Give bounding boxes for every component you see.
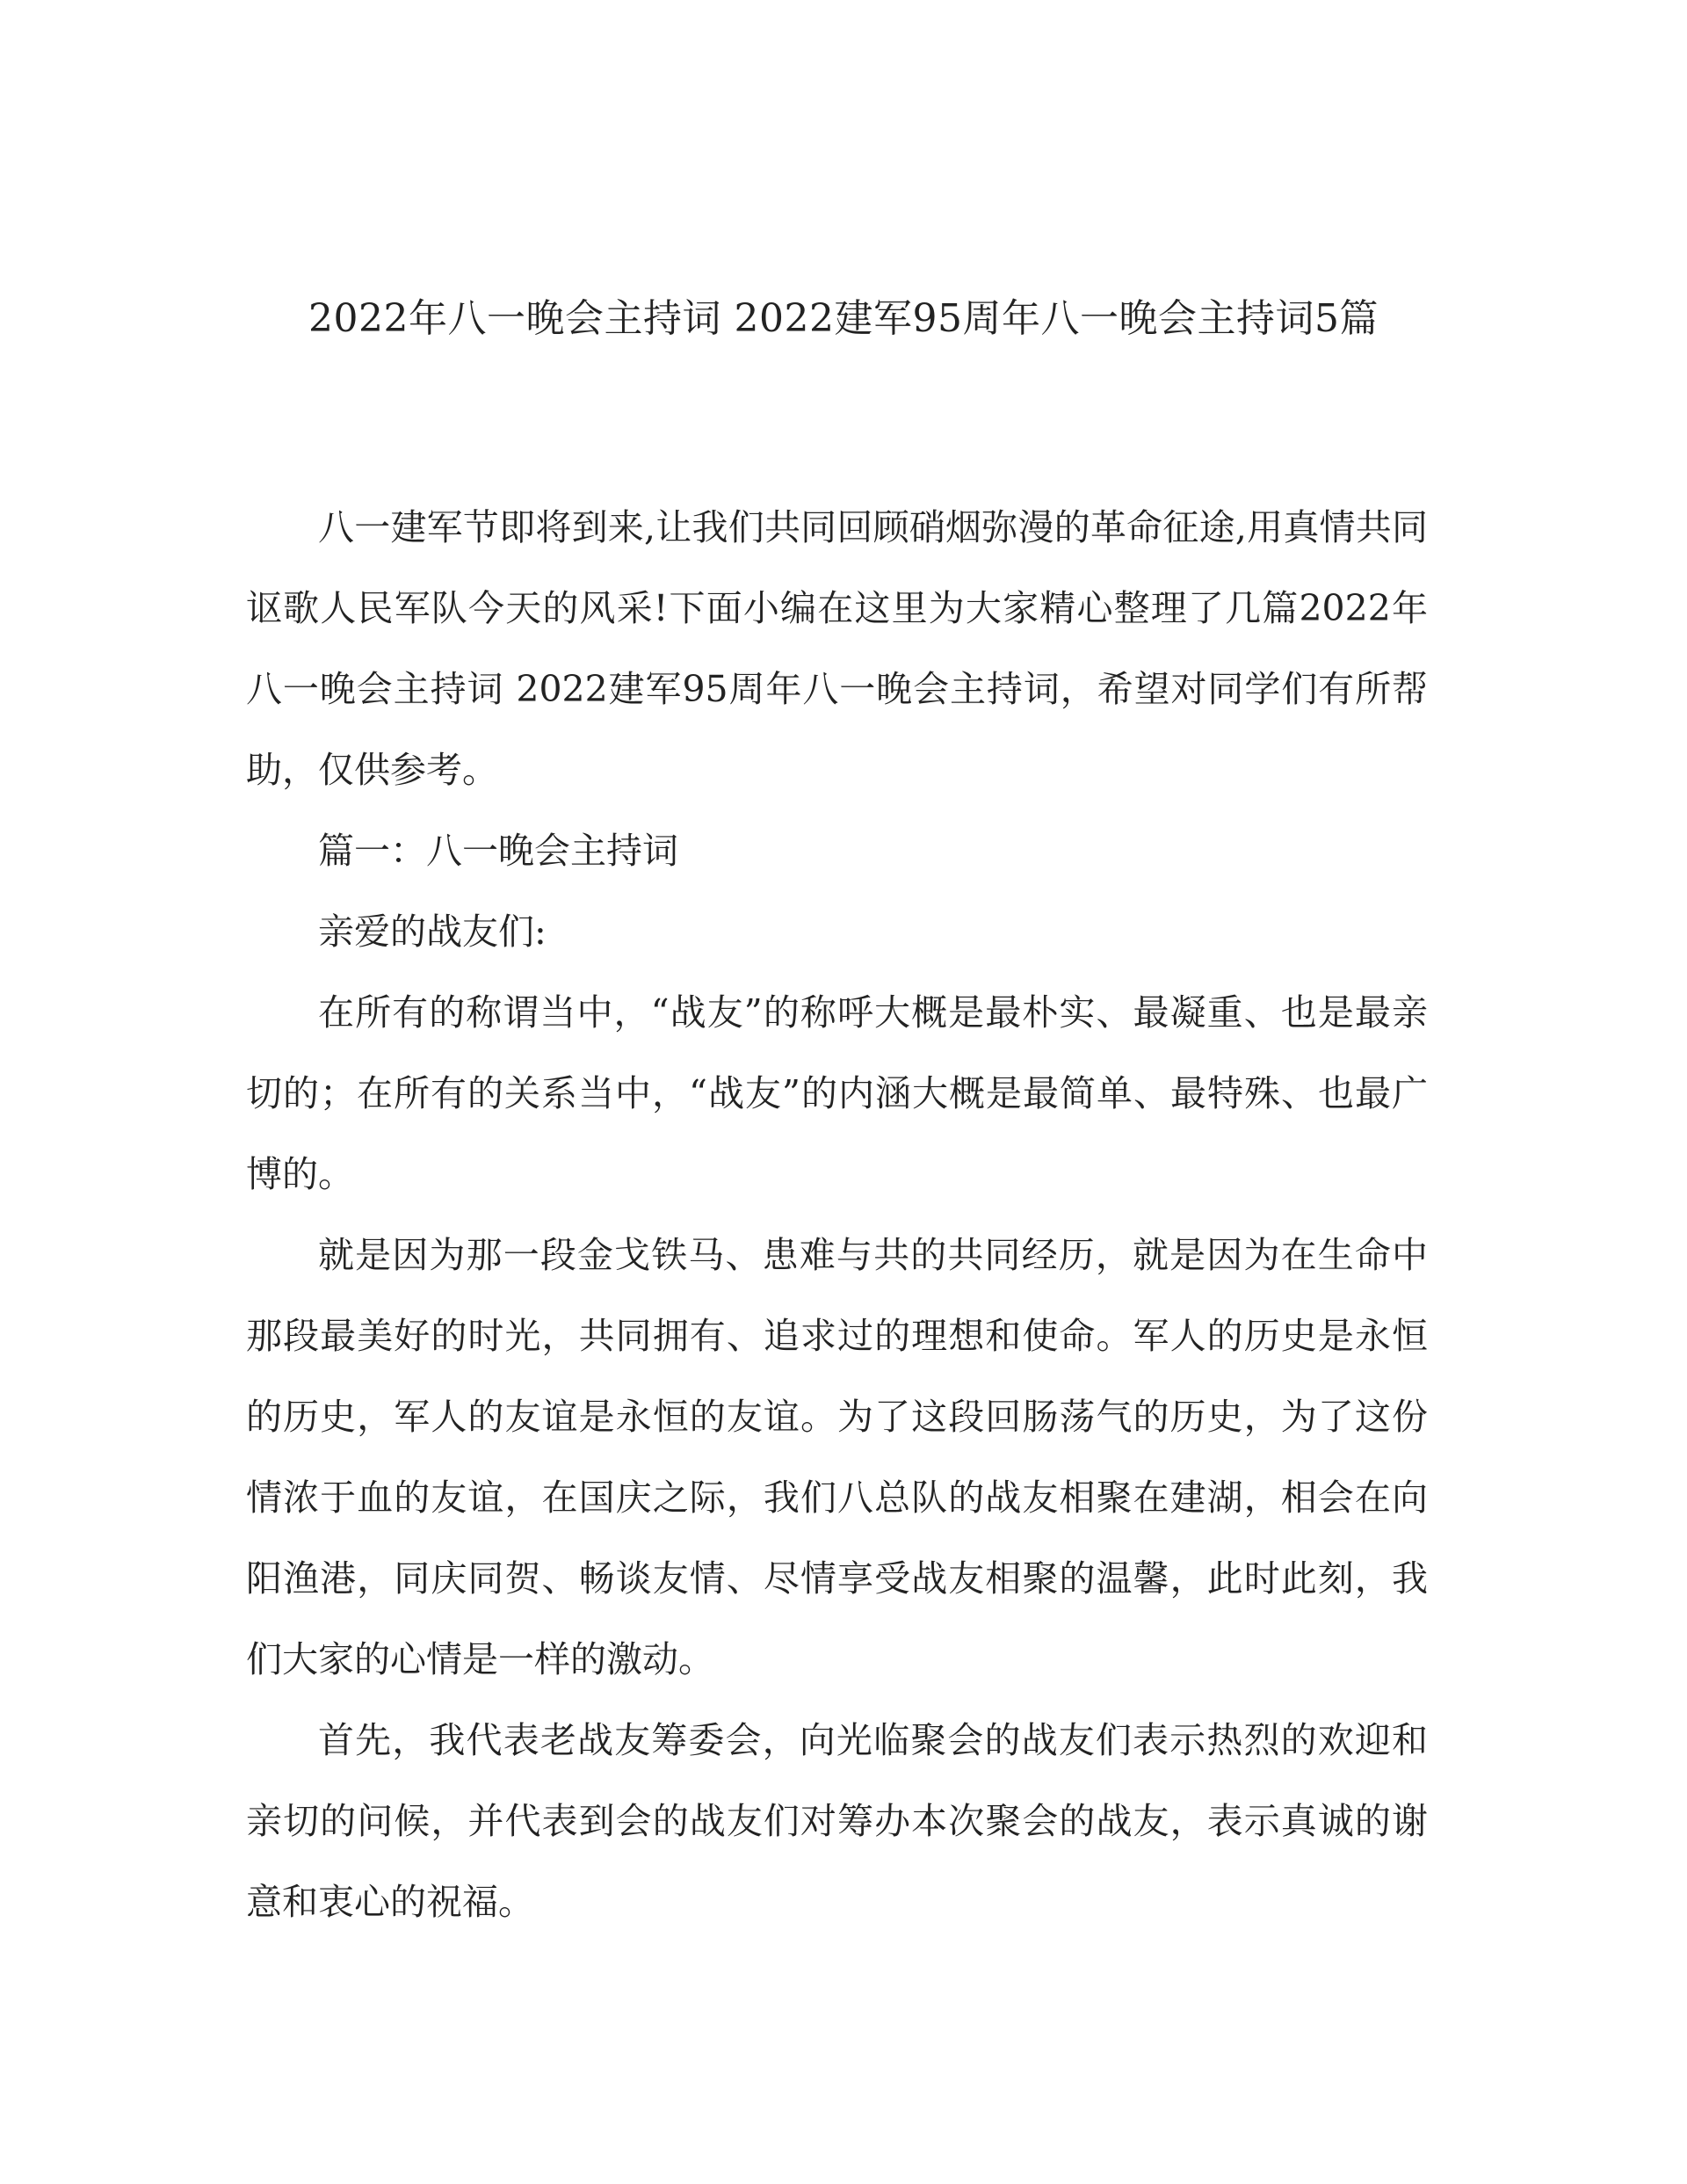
paragraph-comrade-meaning: 在所有的称谓当中，“战友”的称呼大概是最朴实、最凝重、也是最亲切的；在所有的关系当中，“战友”的内涵大概是最简单、最特殊、也最广博的。 bbox=[246, 991, 1428, 1195]
paragraph-welcome: 首先，我代表老战友筹委会，向光临聚会的战友们表示热烈的欢迎和亲切的问候，并代表到会的战友们对筹办本次聚会的战友，表示真诚的谢意和衷心的祝福。 bbox=[246, 1719, 1428, 1923]
paragraph-intro: 八一建军节即将到来,让我们共同回顾硝烟弥漫的革命征途,用真情共同讴歌人民军队今天的风采!下面小编在这里为大家精心整理了几篇2022年八一晚会主持词 2022建军95周年八一晚会主持词，希望对同学们有所帮助，仅供参考。 bbox=[246, 506, 1428, 791]
document-title: 2022年八一晚会主持词 2022建军95周年八一晚会主持词5篇 bbox=[308, 296, 1379, 341]
paragraph-section-heading: 篇一：八一晚会主持词 bbox=[318, 830, 678, 872]
document-body bbox=[246, 487, 1428, 1942]
paragraph-salutation: 亲爱的战友们: bbox=[318, 911, 547, 953]
paragraph-shared-history: 就是因为那一段金戈铁马、患难与共的共同经历，就是因为在生命中那段最美好的时光，共同拥有、追求过的理想和使命。军人的历史是永恒的历史，军人的友谊是永恒的友谊。为了这段回肠荡气的历史，为了这份情浓于血的友谊，在国庆之际，我们八总队的战友相聚在建湖，相会在向阳渔港，同庆同贺、畅谈友情、尽情享受战友相聚的温馨，此时此刻，我们大家的心情是一样的激动。 bbox=[246, 1234, 1428, 1680]
